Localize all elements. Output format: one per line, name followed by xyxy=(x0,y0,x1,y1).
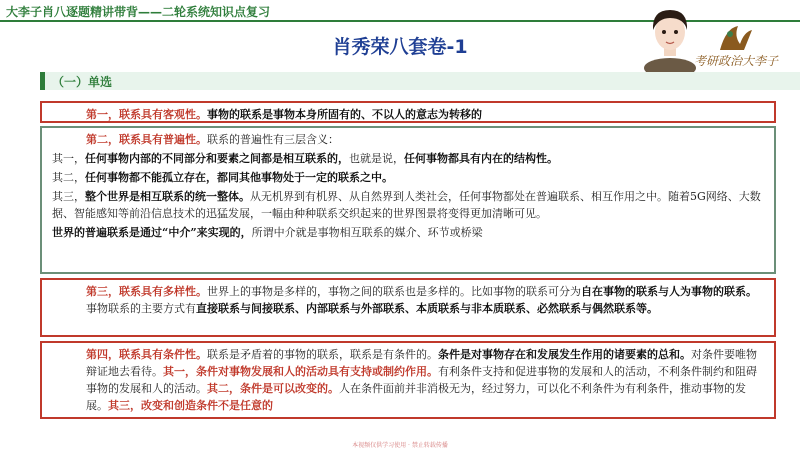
point-3-text xyxy=(52,283,764,317)
page-title: 肖秀荣八套卷-1 xyxy=(332,36,468,58)
logo-text: 考研政治大李子 xyxy=(694,54,779,68)
para-2-bold: 任何事物都不能孤立存在，都同其他事物处于一定的联系之中。 xyxy=(85,171,393,184)
para-4-bold: 世界的普遍联系是通过“中介”来实现的， xyxy=(52,226,252,239)
point-3-t2-bold: 直接联系与间接联系、内部联系与外部联系、本质联系与非本质联系、必然联系与偶然联系等。 xyxy=(196,302,658,315)
point-3-t1: 世界上的事物是多样的，事物之间的联系也是多样的。比如事物的联系可分为 xyxy=(207,285,581,298)
point-3-box xyxy=(40,278,776,337)
point-2-box xyxy=(40,126,776,274)
point-4-t2-red: 其一，条件对事物发展和人的活动具有支持或制约作用。 xyxy=(163,365,438,378)
point-4-t3: 有利条件支持和促进事物的发展和人的活动，不利条件制约和阻碍事物的发展和人的活动。 xyxy=(86,365,757,395)
section-header xyxy=(40,72,800,90)
section-bullet xyxy=(40,72,45,90)
point-1-body: 事物的联系是事物本身所固有的、不以人的意志为转移的 xyxy=(207,108,482,121)
point-4-box xyxy=(40,341,776,419)
point-3-heading: 第三，联系具有多样性。 xyxy=(86,285,207,298)
para-1-lead: 其一， xyxy=(52,152,85,165)
para-3-lead: 其三， xyxy=(52,190,85,203)
point-3-t2: 事物联系的主要方式有 xyxy=(86,302,196,315)
point-4-t1: 联系是矛盾着的事物的联系，联系是有条件的。 xyxy=(207,348,438,361)
point-1-text xyxy=(52,106,764,123)
point-4-t4: 人在条件面前并非消极无为，经过努力，可以化不利条件为有利条件，推动事物的发展。 xyxy=(86,382,746,412)
point-4-t2: 对条件要唯物辩证地去看待。 xyxy=(86,348,757,378)
footer-watermark: 本视频仅供学习使用 · 禁止转载传播 xyxy=(352,442,448,449)
point-4-heading: 第四，联系具有条件性。 xyxy=(86,348,207,361)
point-1-box xyxy=(40,101,776,123)
para-2-lead: 其二， xyxy=(52,171,85,184)
point-2-intro: 联系的普遍性有三层含义： xyxy=(207,133,339,146)
point-3-t1-bold: 自在事物的联系与人为事物的联系。 xyxy=(581,285,757,298)
point-2-para-4 xyxy=(52,224,764,241)
para-3-text: 从无机界到有机界、从自然界到人类社会，任何事物都处在普遍联系、相互作用之中。随着5G网络、大数据、智能感知等前沿信息技术的迅猛发展，一幅由种种联系交织起来的世界图景将变得更加清晰可见。 xyxy=(52,190,761,220)
brand-logo xyxy=(690,22,790,72)
point-2-para-1 xyxy=(52,150,764,167)
point-1-heading: 第一，联系具有客观性。 xyxy=(86,108,207,121)
section-label: （一）单选 xyxy=(52,75,113,89)
point-4-t3-red: 其二，条件是可以改变的。 xyxy=(207,382,339,395)
point-4-text xyxy=(52,346,764,414)
point-2-intro-line xyxy=(52,131,764,148)
para-1-mid: 也就是说， xyxy=(349,152,404,165)
point-2-heading: 第二，联系具有普遍性。 xyxy=(86,133,207,146)
point-2-para-3 xyxy=(52,188,764,222)
para-4-text: 所谓中介就是事物相互联系的媒介、环节或桥梁 xyxy=(251,226,483,239)
para-1-bold: 任何事物内部的不同部分和要素之间都是相互联系的， xyxy=(85,152,349,165)
point-4-t4-red: 其三，改变和创造条件不是任意的 xyxy=(108,399,273,412)
point-4-t1-bold: 条件是对事物存在和发展发生作用的诸要素的总和。 xyxy=(438,348,691,361)
point-2-para-2 xyxy=(52,169,764,186)
para-3-bold: 整个世界是相互联系的统一整体。 xyxy=(85,190,250,203)
series-title: 大李子肖八逐题精讲带背——二轮系统知识点复习 xyxy=(6,5,271,19)
para-1-bold-2: 任何事物都具有内在的结构性。 xyxy=(404,152,558,165)
